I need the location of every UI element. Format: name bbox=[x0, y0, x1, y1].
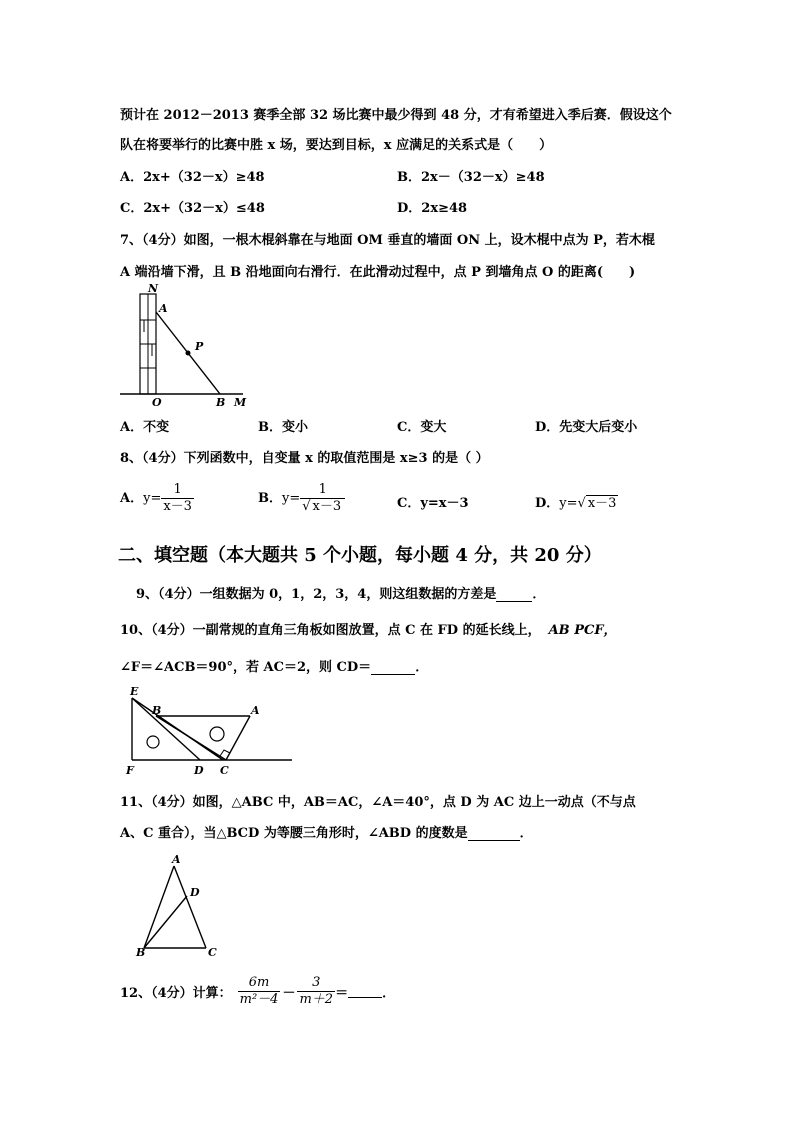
q6-line1: 预计在 2012－2013 赛季全部 32 场比赛中最少得到 48 分，才有希望进入季后赛．假设这个 bbox=[120, 108, 672, 123]
q10-label-e: E bbox=[130, 685, 139, 698]
q12-answer-blank bbox=[348, 985, 382, 998]
q10-answer-blank bbox=[371, 662, 415, 675]
q6-line2: 队在将要举行的比赛中胜 x 场，要达到目标，x 应满足的关系式是（ ） bbox=[120, 138, 553, 153]
q11-line1: 11、（4分）如图，△ABC 中，AB＝AC，∠A＝40°，点 D 为 AC 边上一动点（不与点 bbox=[120, 795, 636, 810]
q7-ladder-figure bbox=[118, 282, 258, 410]
q7-label-p: P bbox=[195, 340, 204, 353]
q6-option-d: D．2x≥48 bbox=[397, 201, 468, 216]
q7-label-m: M bbox=[234, 396, 247, 409]
q7-label-o: O bbox=[152, 396, 162, 409]
q8-option-c: C．y=x－3 bbox=[397, 496, 469, 511]
q11-label-c: C bbox=[208, 946, 217, 959]
q10-label-b: B bbox=[152, 704, 162, 717]
q7-option-a: A．不变 bbox=[120, 420, 170, 435]
q6-option-c: C．2x+（32－x）≤48 bbox=[120, 201, 265, 216]
q8-line1: 8、（4分）下列函数中，自变量 x 的取值范围是 x≥3 的是（ ） bbox=[120, 451, 489, 466]
q10-line2: ∠F＝∠ACB＝90°，若 AC＝2，则 CD＝ ． bbox=[120, 660, 429, 675]
q11-label-d: D bbox=[190, 886, 200, 899]
q7-label-b: B bbox=[216, 396, 226, 409]
q10-label-d: D bbox=[194, 764, 204, 777]
q6-option-a: A．2x+（32－x）≥48 bbox=[120, 170, 265, 185]
q12-line: 12、（4分）计算： $\frac{6m}{\text{m²－4}}$ － $\frac{3}{m+2}$ ＝ ． bbox=[120, 975, 396, 1007]
q10-label-a: A bbox=[251, 704, 260, 717]
q9-answer-blank bbox=[496, 589, 532, 602]
q7-option-c: C．变大 bbox=[397, 420, 447, 435]
q7-label-a: A bbox=[159, 302, 168, 315]
q7-option-d: D．先变大后变小 bbox=[535, 420, 638, 435]
q10-triangles-figure bbox=[120, 684, 300, 778]
q11-triangle-figure bbox=[132, 852, 232, 964]
q11-label-a: A bbox=[172, 853, 181, 866]
q10-line1: 10、（4分）一副常规的直角三角板如图放置，点 C 在 FD 的延长线上， AB PCF， bbox=[120, 623, 617, 638]
section-2-title: 二、填空题（本大题共 5 个小题，每小题 4 分，共 20 分） bbox=[118, 545, 602, 566]
q11-answer-blank bbox=[468, 828, 520, 841]
q7-option-b: B．变小 bbox=[258, 420, 308, 435]
q11-label-b: B bbox=[136, 946, 146, 959]
q7-line2: A 端沿墙下滑，且 B 沿地面向右滑行．在此滑动过程中，点 P 到墙角点 O 的距离( ) bbox=[120, 265, 636, 280]
q8-option-b: B．y= $\frac{1}{√ x-3}$ bbox=[258, 482, 345, 515]
q10-label-c: C bbox=[220, 764, 229, 777]
q6-option-b: B．2x－（32－x）≥48 bbox=[397, 170, 545, 185]
q7-label-n: N bbox=[148, 282, 159, 295]
q8-option-d: D．y=√ x－3 bbox=[535, 496, 617, 511]
q7-line1: 7、（4分）如图，一根木棍斜靠在与地面 OM 垂直的墙面 ON 上，设木棍中点为 P，若木棍 bbox=[120, 233, 655, 248]
q7-point-p bbox=[186, 351, 191, 356]
q8-option-a: A．y= $\frac{1}{x-3}$ bbox=[120, 482, 192, 514]
q9-line: 9、（4分）一组数据为 0，1，2，3，4，则这组数据的方差是 ． bbox=[136, 587, 546, 602]
q10-label-f: F bbox=[126, 764, 134, 777]
q11-line2: A、C 重合），当△BCD 为等腰三角形时，∠ABD 的度数是 ． bbox=[120, 826, 533, 841]
